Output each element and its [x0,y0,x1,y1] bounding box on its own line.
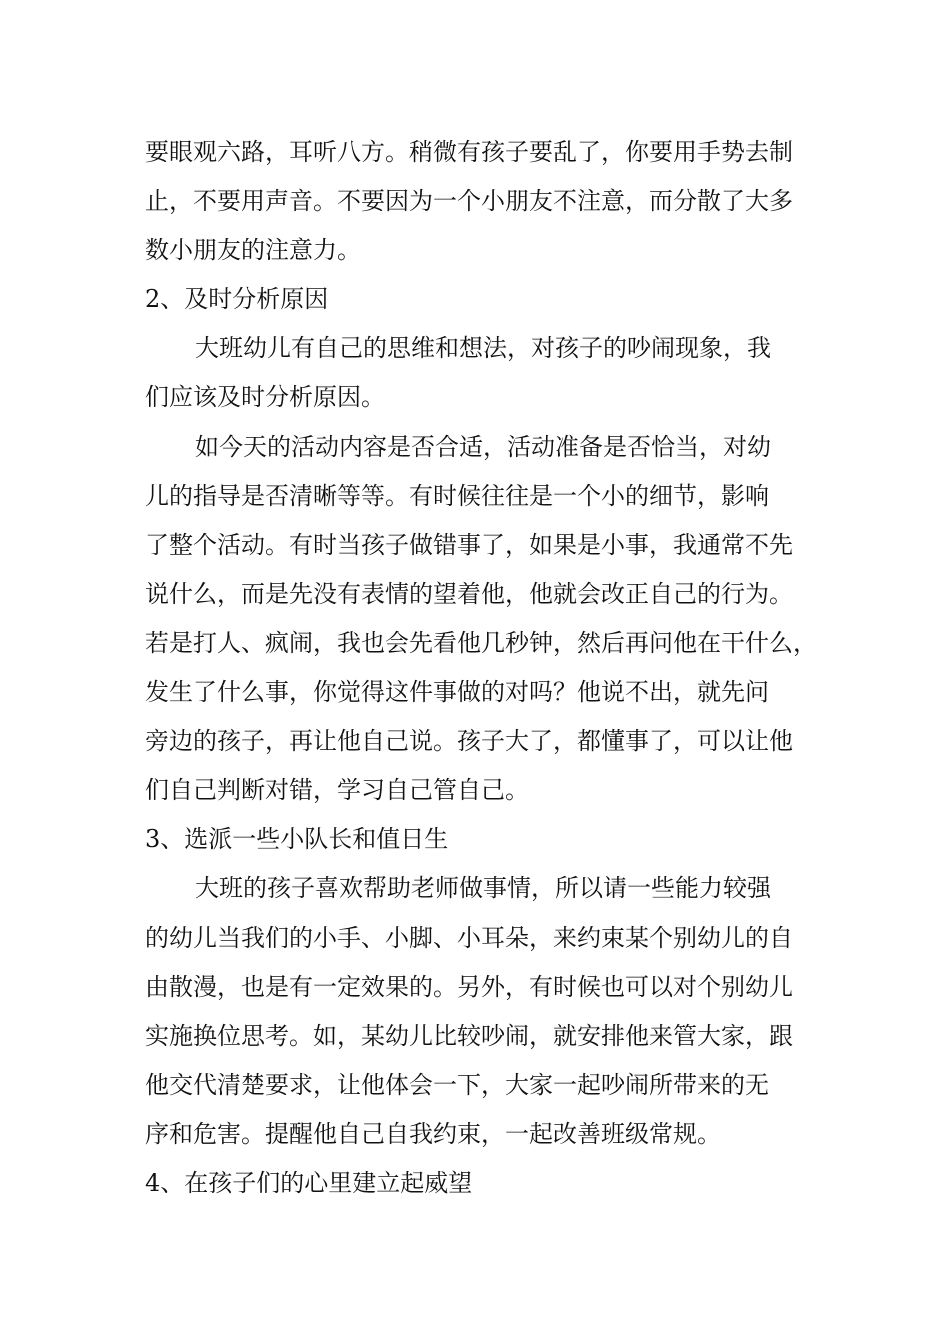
paragraph-line: 大班的孩子喜欢帮助老师做事情，所以请一些能力较强 [195,874,771,903]
paragraph-line: 若是打人、疯闹，我也会先看他几秒钟，然后再问他在干什么， [145,628,817,657]
section-heading: 4、在孩子们的心里建立起威望 [145,1168,473,1197]
paragraph-line: 数小朋友的注意力。 [145,236,361,265]
paragraph-line: 说什么，而是先没有表情的望着他，他就会改正自己的行为。 [145,579,793,608]
paragraph-line: 实施换位思考。如，某幼儿比较吵闹，就安排他来管大家，跟 [145,1021,793,1050]
paragraph-line: 他交代清楚要求，让他体会一下，大家一起吵闹所带来的无 [145,1070,769,1099]
paragraph-line: 儿的指导是否清晰等等。有时候往往是一个小的细节，影响 [145,481,769,510]
paragraph-line: 们自己判断对错，学习自己管自己。 [145,776,529,805]
paragraph-line: 如今天的活动内容是否合适，活动准备是否恰当，对幼 [195,432,771,461]
paragraph-line: 发生了什么事，你觉得这件事做的对吗？他说不出，就先问 [145,678,769,707]
paragraph-line: 由散漫，也是有一定效果的。另外，有时候也可以对个别幼儿 [145,972,793,1001]
paragraph-line: 们应该及时分析原因。 [145,383,385,412]
paragraph-line: 要眼观六路，耳听八方。稍微有孩子要乱了，你要用手势去制 [145,138,793,166]
paragraph-line: 了整个活动。有时当孩子做错事了，如果是小事，我通常不先 [145,530,793,559]
paragraph-line: 大班幼儿有自己的思维和想法，对孩子的吵闹现象，我 [195,334,771,363]
section-heading: 3、选派一些小队长和值日生 [145,825,449,854]
document-body [145,128,815,1208]
section-heading: 2、及时分析原因 [145,285,329,314]
paragraph-line: 序和危害。提醒他自己自我约束，一起改善班级常规。 [145,1119,721,1148]
paragraph-line: 止，不要用声音。不要因为一个小朋友不注意，而分散了大多 [145,187,793,216]
paragraph-line: 的幼儿当我们的小手、小脚、小耳朵，来约束某个别幼儿的自 [145,923,793,952]
paragraph-line: 旁边的孩子，再让他自己说。孩子大了，都懂事了，可以让他 [145,727,793,756]
